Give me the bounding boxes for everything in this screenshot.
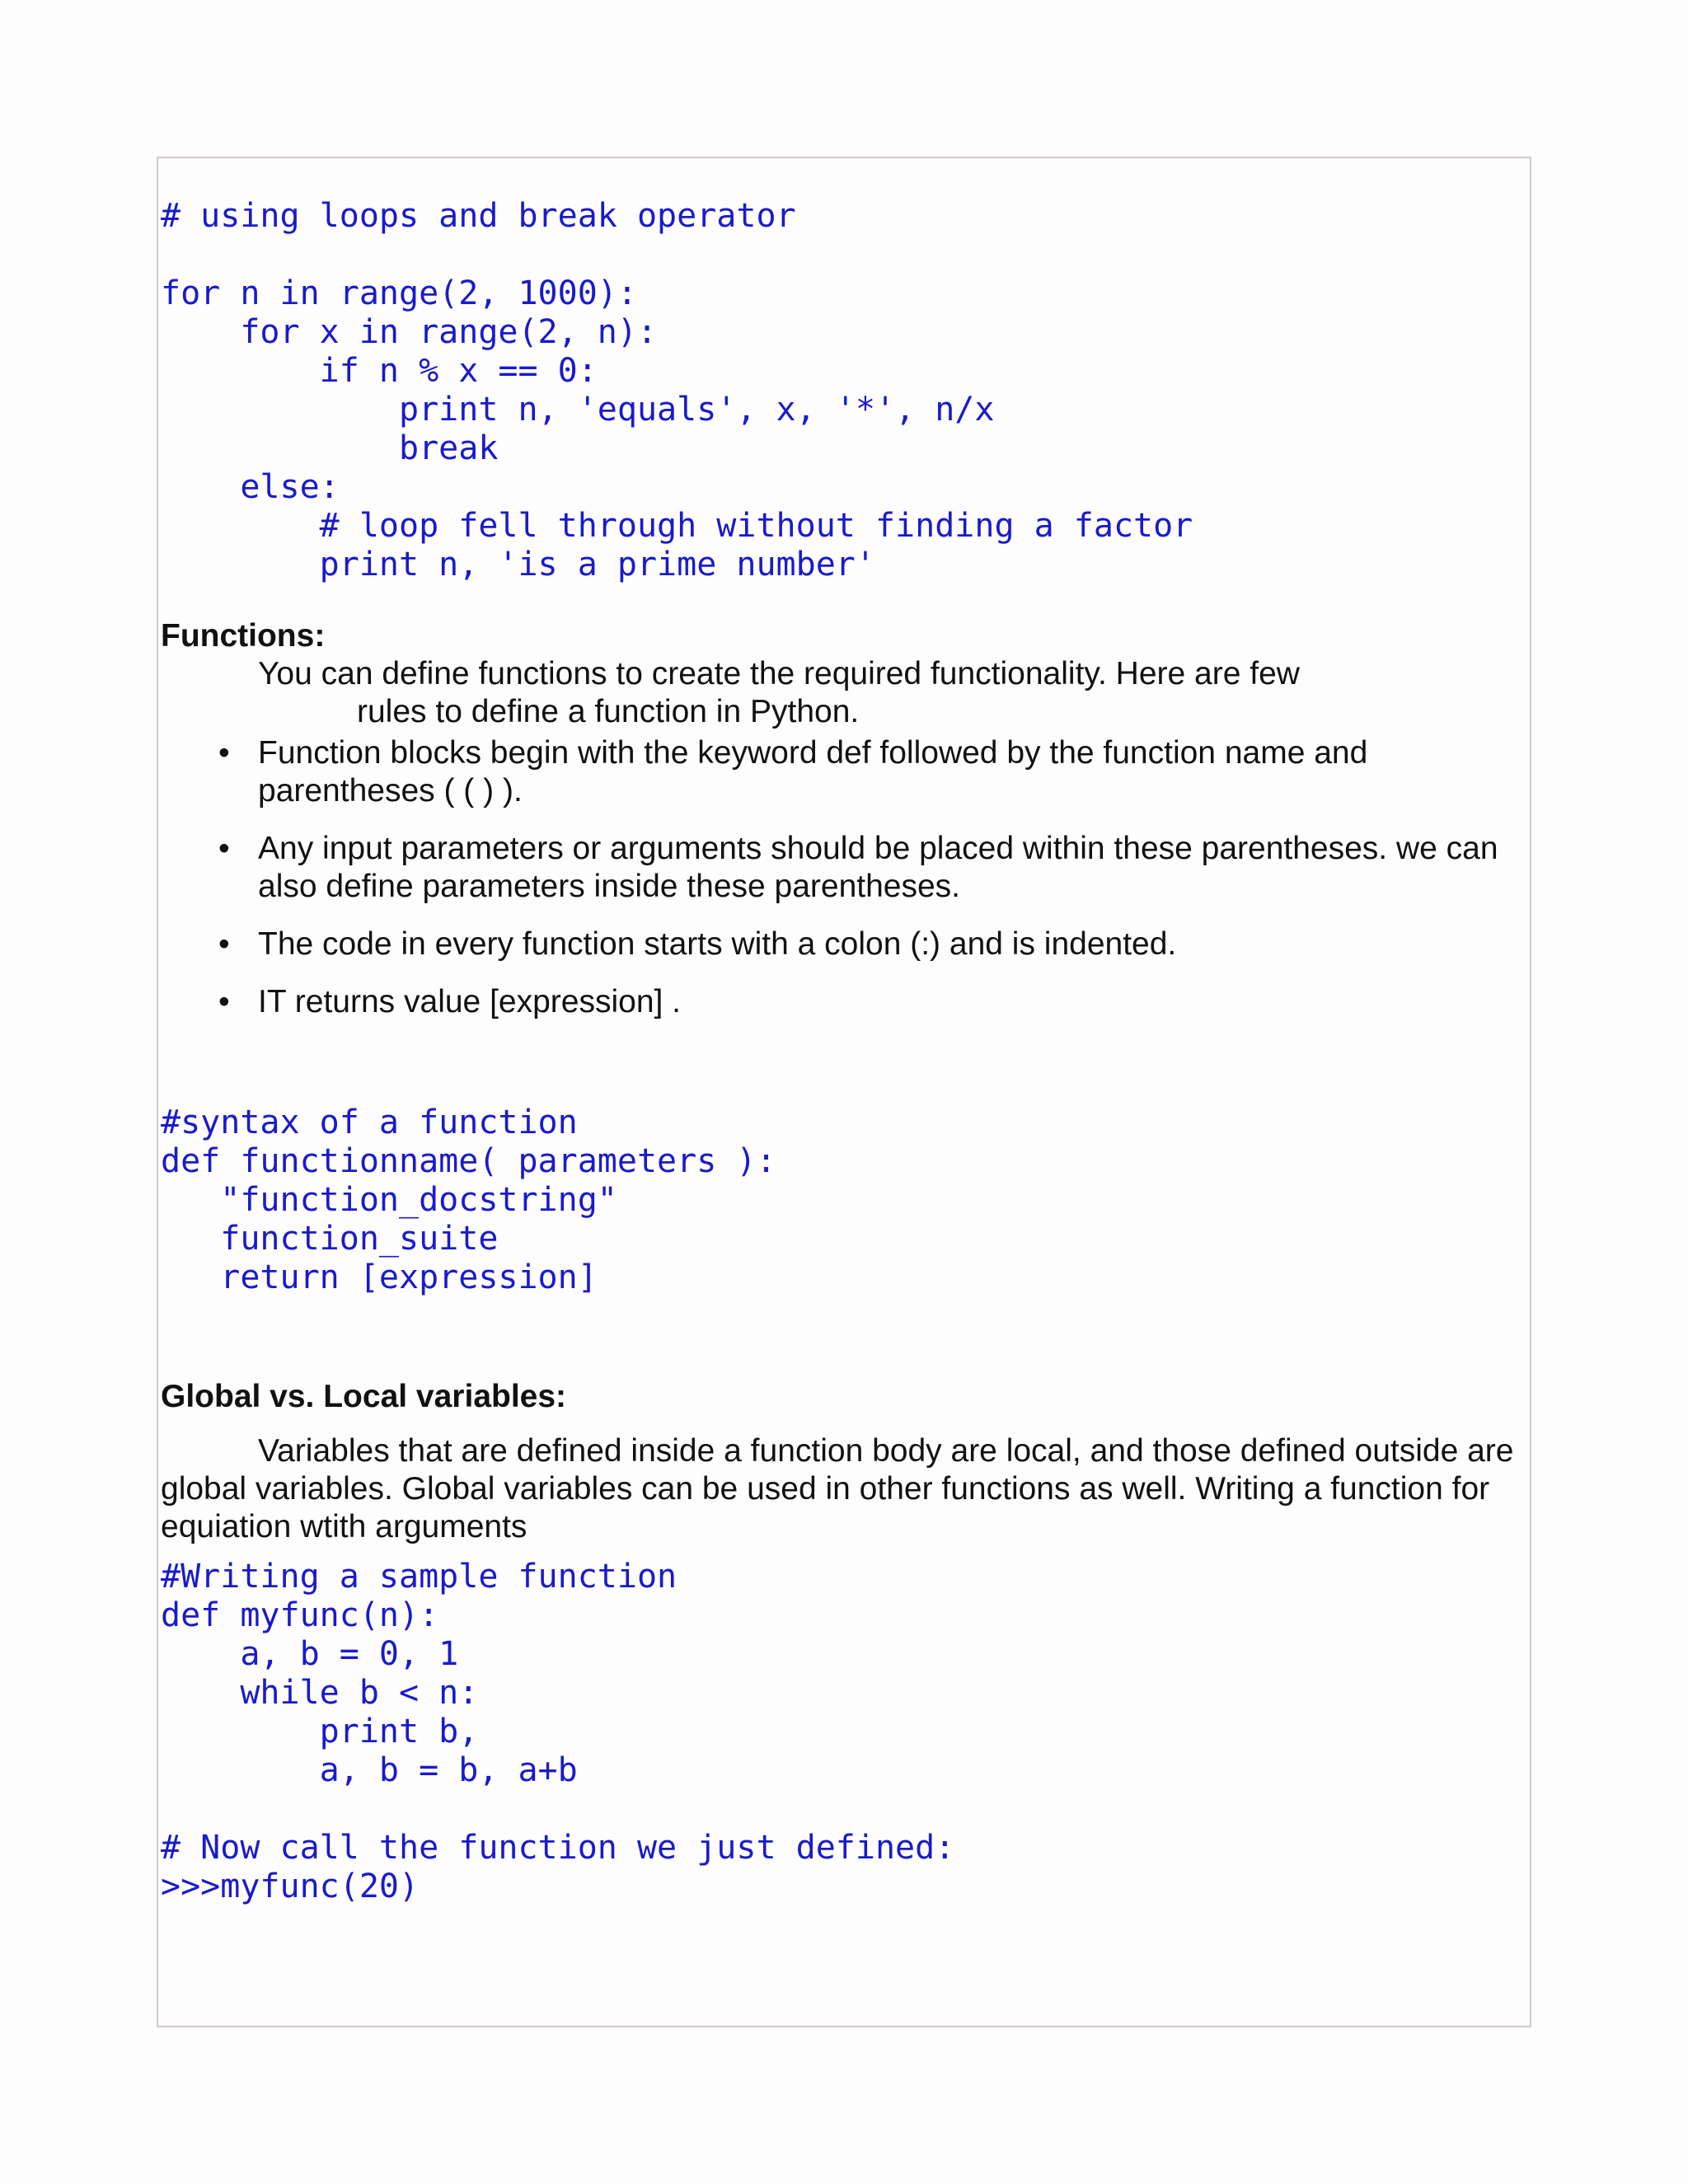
list-item-text: IT returns value [expression] . (258, 984, 682, 1019)
code-block-sample-function: #Writing a sample function def myfunc(n): a, b = 0, 1 while b < n: print b, a, b = b, a+b # Now call the function we just defined: >>>myfunc(20) (161, 1558, 955, 1905)
list-item (161, 734, 1521, 810)
bullet-icon: • (218, 984, 230, 1019)
functions-intro-line2: rules to define a function in Python. (357, 694, 860, 729)
list-item-text: The code in every function starts with a colon (:) and is indented. (258, 926, 1177, 962)
list-item (161, 983, 1521, 1021)
global-local-heading: Global vs. Local variables: (161, 1379, 567, 1414)
functions-intro-line1: You can define functions to create the required functionality. Here are few (258, 656, 1300, 691)
global-local-paragraph: Variables that are defined inside a function body are local, and those defined outside are global variables. Global variables can be used in other functions as well. Writing a function for equiation wtith arguments (161, 1433, 1514, 1544)
list-item (161, 926, 1521, 963)
bullet-icon: • (218, 831, 230, 866)
bullet-icon: • (218, 735, 230, 771)
bullet-icon: • (218, 926, 230, 962)
functions-heading: Functions: (161, 618, 326, 654)
list-item-text: Any input parameters or arguments should be placed within these parentheses. we can also define parameters inside these parentheses. (258, 831, 1498, 904)
list-item (161, 830, 1521, 906)
document-content (161, 194, 1521, 1906)
code-block-function-syntax: #syntax of a function def functionname( parameters ): "function_docstring" function_suite return [expression] (161, 1104, 776, 1296)
function-rules-list (161, 734, 1521, 1021)
code-block-prime-loop: # using loops and break operator for n in range(2, 1000): for x in range(2, n): if n % x == 0: print n, 'equals', x, '*', n/x break else: # loop fell through without finding a factor print n, 'is a prime number' (161, 197, 1193, 583)
list-item-text: Function blocks begin with the keyword def followed by the function name and parentheses ( ( ) ). (258, 735, 1368, 808)
